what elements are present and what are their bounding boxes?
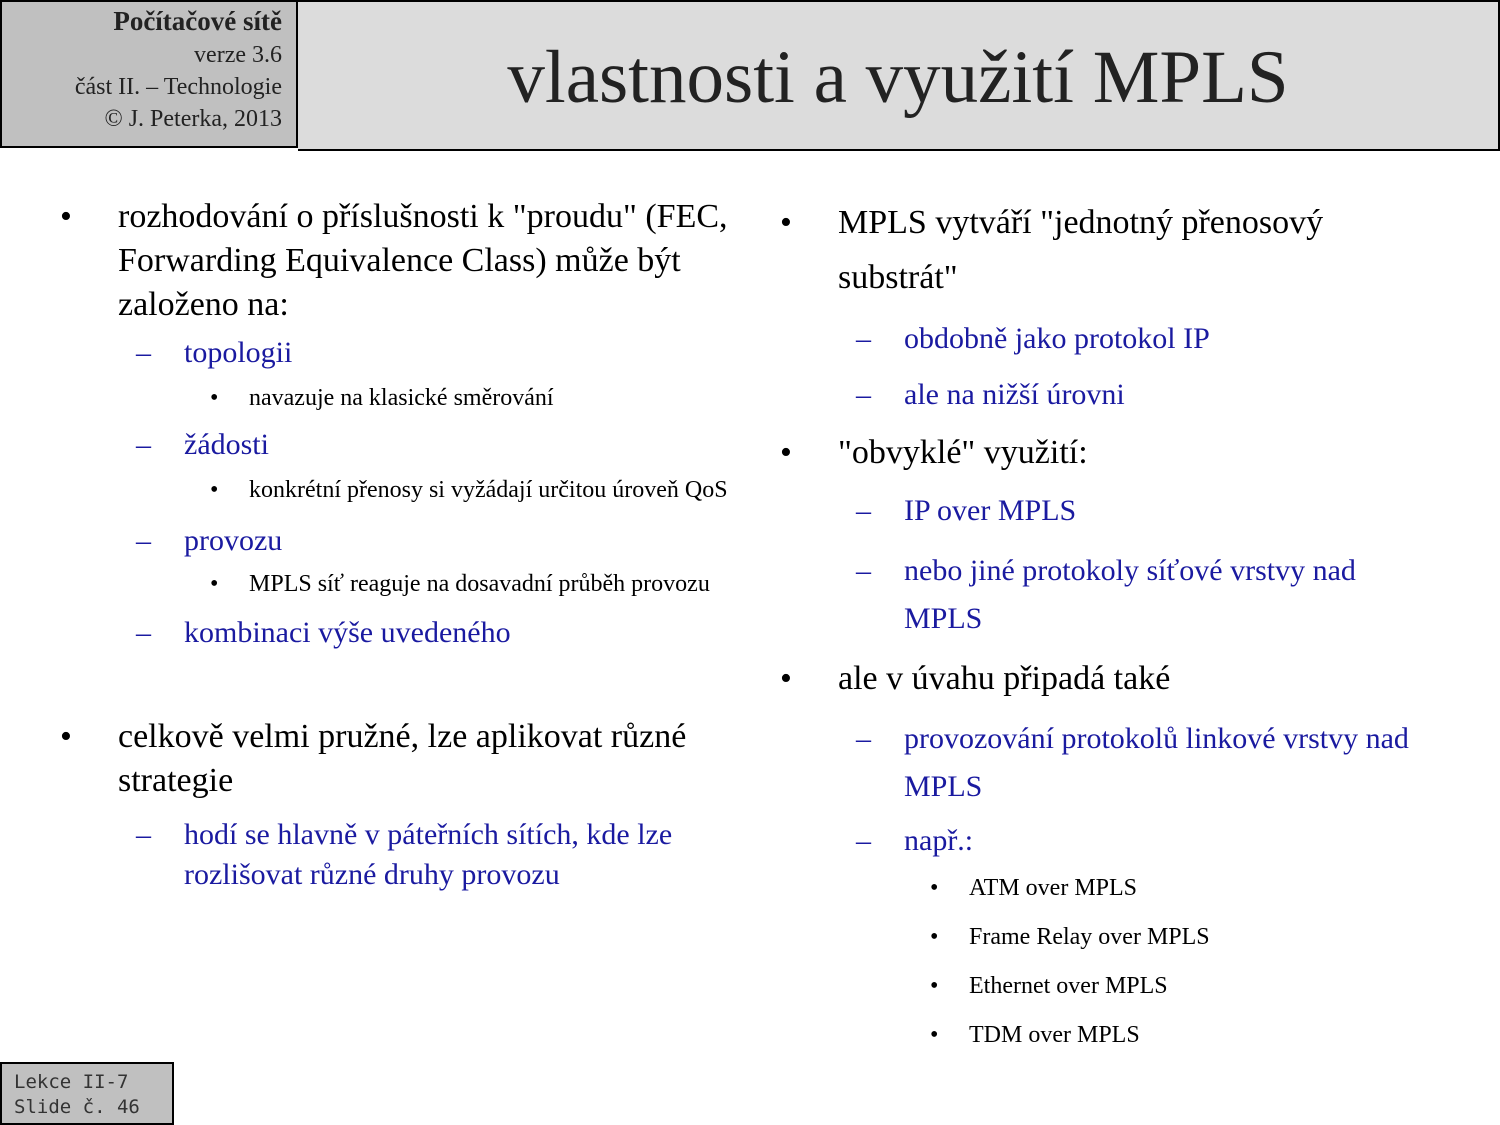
sub-nizsi: [780, 375, 1420, 415]
bullet-dot: •: [210, 571, 219, 597]
bullet-fec: [60, 195, 772, 327]
bullet-dot: •: [780, 660, 792, 697]
bullet-dash: –: [856, 554, 871, 587]
subsub-text: MPLS síť reaguje na dosavadní průběh provozu: [249, 571, 710, 597]
course-name: Počítačové sítě: [113, 6, 282, 36]
subsub-topologii: [60, 381, 772, 415]
example-text: Frame Relay over MPLS: [969, 924, 1210, 950]
left-column: [60, 195, 772, 895]
sub-napr: [780, 821, 1420, 861]
sub-provozu: [60, 521, 772, 561]
sub-jine: [780, 547, 1420, 643]
bullet-dash: –: [856, 824, 871, 857]
bullet-dot: •: [60, 718, 72, 755]
title-box: [298, 0, 1500, 151]
bullet-dash: –: [856, 378, 871, 411]
sub-ip: [780, 319, 1420, 359]
sub-text: nebo jiné protokoly síťové vrstvy nad MPLS: [904, 554, 1356, 635]
example-text: ATM over MPLS: [969, 875, 1138, 901]
bullet-text: MPLS vytváří "jednotný přenosový substrát": [838, 204, 1324, 296]
bullet-dash: –: [856, 722, 871, 755]
bullet-dash: –: [136, 428, 151, 461]
bullet-dot: •: [780, 204, 792, 241]
copyright: © J. Peterka, 2013: [104, 106, 282, 132]
subsub-text: navazuje na klasické směrování: [249, 385, 554, 411]
sub-zadosti: [60, 425, 772, 465]
sub-text: obdobně jako protokol IP: [904, 322, 1210, 355]
bullet-dash: –: [136, 616, 151, 649]
bullet-vyuziti: [780, 431, 1420, 475]
bullet-text: celkově velmi pružné, lze aplikovat různé strategie: [118, 718, 687, 799]
sub-text: provozu: [184, 524, 283, 557]
bullet-dot: •: [930, 973, 939, 999]
example-text: TDM over MPLS: [969, 1022, 1140, 1048]
sub-text: žádosti: [184, 428, 269, 461]
subsub-provozu: [60, 567, 772, 601]
sub-pateri: [60, 815, 772, 895]
slide-title: vlastnosti a využití MPLS: [507, 36, 1289, 119]
example-atm: [780, 871, 1420, 905]
version: verze 3.6: [194, 42, 282, 68]
example-text: Ethernet over MPLS: [969, 973, 1168, 999]
slide-number: Slide č. 46: [14, 1096, 140, 1118]
sub-text: kombinaci výše uvedeného: [184, 616, 511, 649]
bullet-text: ale v úvahu připadá také: [838, 660, 1171, 697]
bullet-dash: –: [136, 336, 151, 369]
bullet-dot: •: [210, 385, 219, 411]
right-column: [780, 195, 1420, 1052]
bullet-uvaha: [780, 657, 1420, 701]
sub-text: např.:: [904, 824, 974, 857]
bullet-dot: •: [60, 198, 72, 235]
bullet-dot: •: [210, 477, 219, 503]
subsub-text: konkrétní přenosy si vyžádají určitou úroveň QoS: [249, 477, 728, 503]
sub-kombinaci: [60, 613, 772, 653]
sub-linkove: [780, 715, 1420, 811]
sub-text: ale na nižší úrovni: [904, 378, 1125, 411]
sub-text: IP over MPLS: [904, 494, 1077, 527]
bullet-dash: –: [856, 322, 871, 355]
example-tdm: [780, 1018, 1420, 1052]
course-info-box: [0, 0, 298, 148]
bullet-dot: •: [930, 924, 939, 950]
sub-topologii: [60, 333, 772, 373]
bullet-dash: –: [856, 494, 871, 527]
part: část II. – Technologie: [74, 74, 282, 100]
sub-text: hodí se hlavně v páteřních sítích, kde lze rozlišovat různé druhy provozu: [184, 818, 673, 891]
sub-text: provozování protokolů linkové vrstvy nad MPLS: [904, 722, 1409, 803]
example-ethernet: [780, 969, 1420, 1003]
bullet-text: rozhodování o příslušnosti k "proudu" (FEC, Forwarding Equivalence Class) může být založeno na:: [118, 198, 728, 323]
sub-text: topologii: [184, 336, 293, 369]
example-frame-relay: [780, 920, 1420, 954]
subsub-zadosti: [60, 473, 772, 507]
bullet-dash: –: [136, 818, 151, 851]
bullet-dash: –: [136, 524, 151, 557]
bullet-dot: •: [780, 434, 792, 471]
bullet-text: "obvyklé" využití:: [838, 434, 1088, 471]
bullet-dot: •: [930, 1022, 939, 1048]
sub-ip-over-mpls: [780, 491, 1420, 531]
lecture-number: Lekce II-7: [14, 1071, 129, 1093]
bullet-dot: •: [930, 875, 939, 901]
slide-footer: [0, 1062, 174, 1125]
bullet-strategie: [60, 715, 772, 803]
bullet-substrat: [780, 195, 1420, 305]
